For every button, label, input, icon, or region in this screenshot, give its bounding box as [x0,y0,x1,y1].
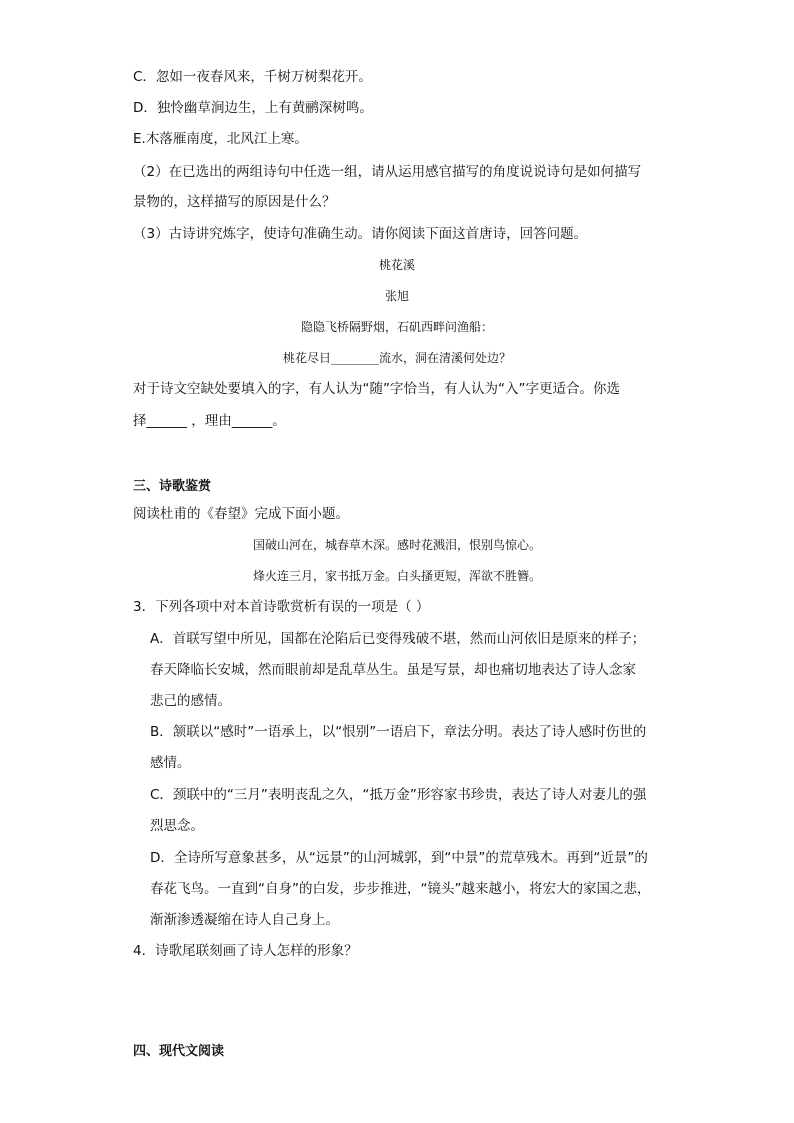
question-3-intro: （3）古诗讲究炼字，使诗句准确生动。请你阅读下面这首唐诗，回答问题。 [133,226,588,242]
question-3-task-line-1: 对于诗文空缺处要填入的字，有人认为“随”字恰当，有人认为“入”字更适合。你选 [133,381,620,397]
question-option-d: D．独怜幽草涧边生，上有黄鹂深树鸣。 [133,100,373,116]
question-3-task-line-2: 择______ ，理由______。 [133,413,286,429]
option-a-line-3: 悲己的感情。 [150,693,231,709]
question-3: 3．下列各项中对本首诗歌赏析有误的一项是（ ） [133,599,430,615]
option-b-line-2: 感情。 [150,755,191,771]
poem-line-1: 隐隐飞桥隔野烟，石矶西畔问渔船： [300,320,493,334]
question-2-line-2: 景物的，这样描写的原因是什么？ [133,194,336,210]
section-3-intro: 阅读杜甫的《春望》完成下面小题。 [133,506,349,522]
option-d-line-2: 春花飞鸟。一直到“自身”的白发，步步推进，“镜头”越来越小，将宏大的家国之悲， [150,881,651,897]
question-2-line-1: （2）在已选出的两组诗句中任选一组，请从运用感官描写的角度说说诗句是如何描写 [133,164,642,180]
question-option-c: C．忽如一夜春风来，千树万树梨花开。 [133,69,372,85]
poem-line-2: 桃花尽日________流水，洞在清溪何处边？ [282,351,511,365]
option-c-line-2: 烈思念。 [150,818,204,834]
option-b-line-1: B．颔联以“感时”一语承上，以“恨别”一语启下，章法分明。表达了诗人感时伤世的 [150,724,647,740]
poem-title: 桃花溪 [378,258,415,272]
chunwang-line-1: 国破山河在，城春草木深。感时花溅泪，恨别鸟惊心。 [252,538,541,552]
option-c-line-1: C．颈联中的“三月”表明丧乱之久，“抵万金”形容家书珍贵，表达了诗人对妻儿的强 [150,787,647,803]
option-d-line-1: D．全诗所写意象甚多，从“远景”的山河城郭，到“中景”的荒草残木。再到“近景”的 [150,850,648,866]
question-option-e: E.木落雁南度，北风江上寒。 [133,131,308,147]
poem-author: 张旭 [384,289,409,303]
question-4: 4．诗歌尾联刻画了诗人怎样的形象？ [133,943,358,959]
section-4-heading: 四、现代文阅读 [133,1044,225,1059]
option-a-line-1: A．首联写望中所见，国都在沦陷后已变得残破不堪，然而山河依旧是原来的样子； [150,631,646,647]
section-3-heading: 三、诗歌鉴赏 [133,479,212,494]
option-a-line-2: 春天降临长安城，然而眼前却是乱草丛生。虽是写景，却也痛切地表达了诗人念家 [150,662,636,678]
option-d-line-3: 渐渐渗透凝缩在诗人自己身上。 [150,912,339,928]
chunwang-line-2: 烽火连三月，家书抵万金。白头搔更短，浑欲不胜簪。 [252,569,541,583]
